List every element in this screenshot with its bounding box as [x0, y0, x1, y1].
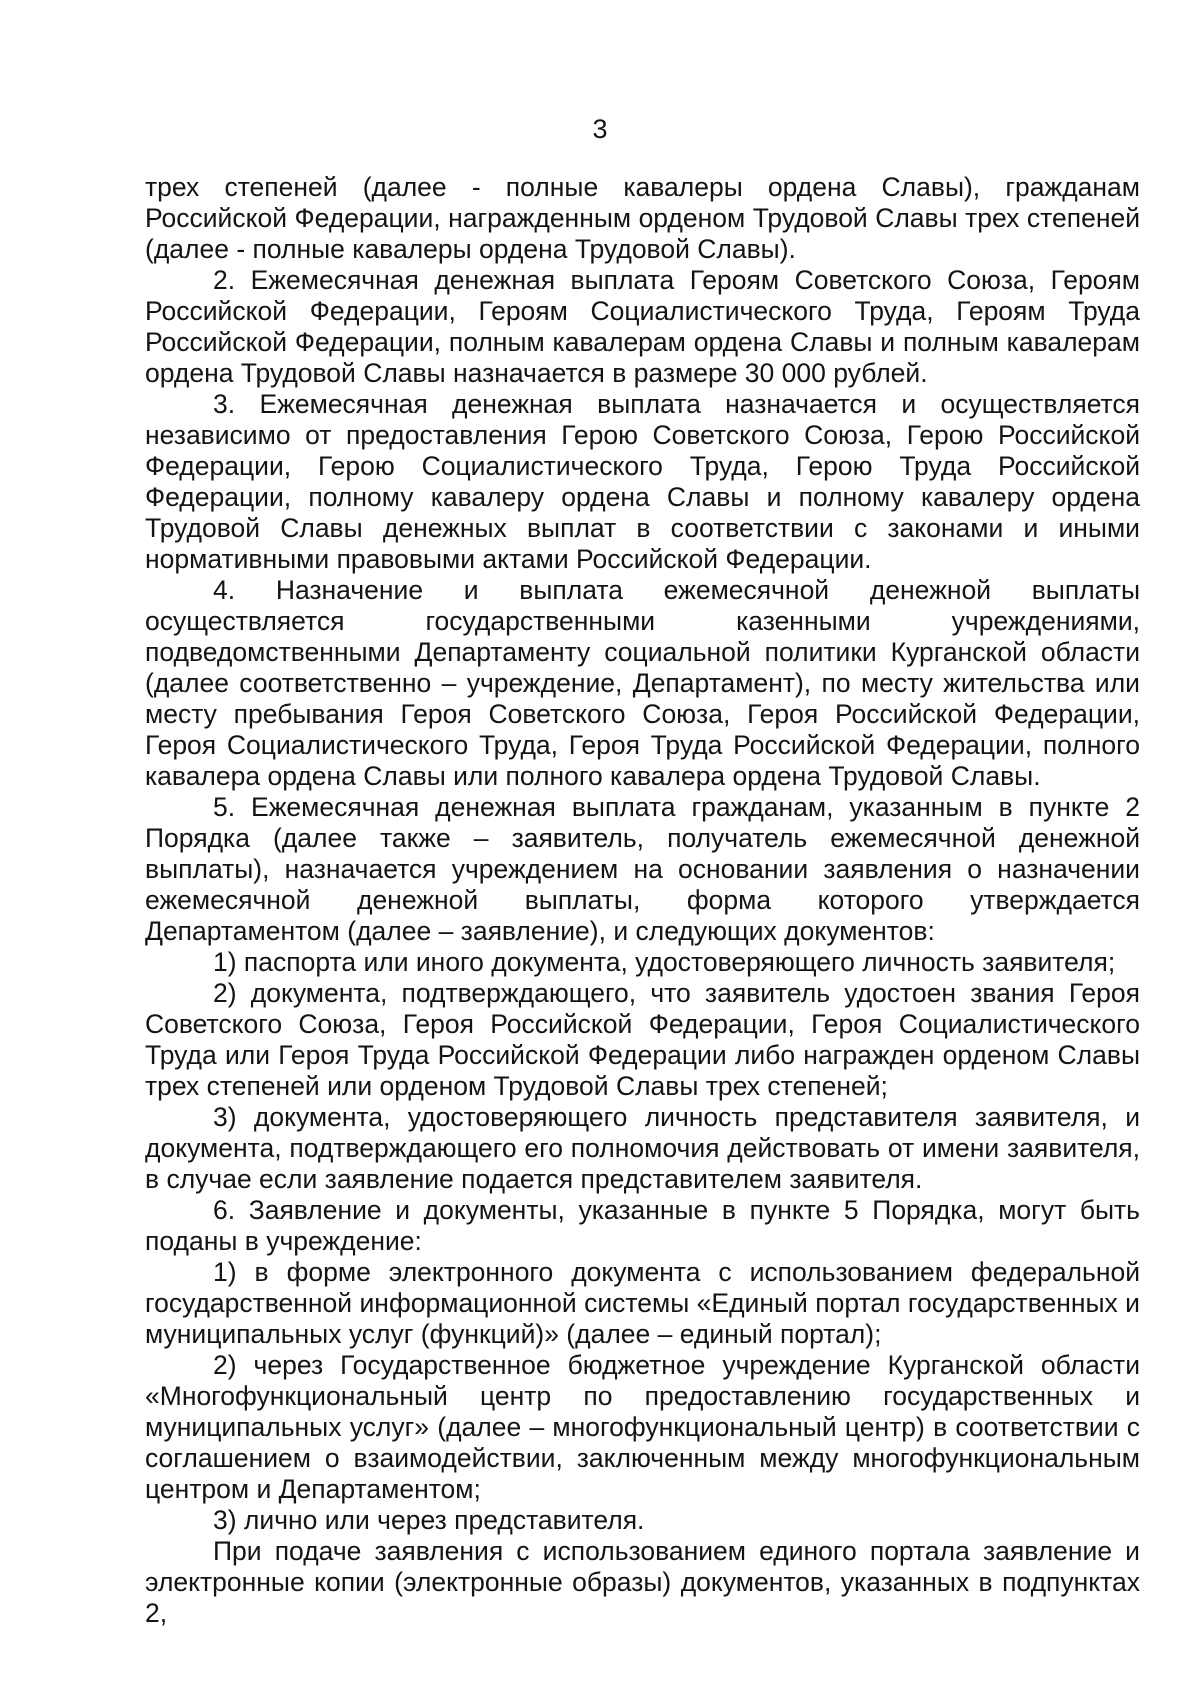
document-body — [145, 172, 1140, 1629]
paragraph: 4. Назначение и выплата ежемесячной денежной выплаты осуществляется государственными казенными учреждениями, подведомственными Департаменту социальной политики Курганской области (далее соответственно – учреждение, Департамент), по месту жительства или месту пребывания Героя Советского Союза, Героя Российской Федерации, Героя Социалистического Труда, Героя Труда Российской Федерации, полного кавалера ордена Славы или полного кавалера ордена Трудовой Славы. — [145, 575, 1140, 791]
paragraph: При подаче заявления с использованием единого портала заявление и электронные копии (электронные образы) документов, указанных в подпунктах 2, — [145, 1536, 1140, 1628]
list-item: 1) паспорта или иного документа, удостоверяющего личность заявителя; — [213, 947, 1116, 977]
paragraph: трех степеней (далее - полные кавалеры ордена Славы), гражданам Российской Федерации, награжденным орденом Трудовой Славы трех степеней (далее - полные кавалеры ордена Трудовой Славы). — [145, 172, 1140, 264]
list-item: 1) в форме электронного документа с использованием федеральной государственной информационной системы «Единый портал государственных и муниципальных услуг (функций)» (далее – единый портал); — [145, 1257, 1140, 1349]
paragraph: 3. Ежемесячная денежная выплата назначается и осуществляется независимо от предоставления Герою Советского Союза, Герою Российской Федерации, Герою Социалистического Труда, Герою Труда Российской Федерации, полному кавалеру ордена Славы и полному кавалеру ордена Трудовой Славы денежных выплат в соответствии с законами и иными нормативными правовыми актами Российской Федерации. — [145, 389, 1140, 574]
list-item: 2) через Государственное бюджетное учреждение Курганской области «Многофункциональный центр по предоставлению государственных и муниципальных услуг» (далее – многофункциональный центр) в соответствии с соглашением о взаимодействии, заключенным между многофункциональным центром и Департаментом; — [145, 1350, 1140, 1504]
page-number: 3 — [592, 114, 608, 144]
list-item: 2) документа, подтверждающего, что заявитель удостоен звания Героя Советского Союза, Героя Российской Федерации, Героя Социалистического Труда или Героя Труда Российской Федерации либо награжден орденом Славы трех степеней или орденом Трудовой Славы трех степеней; — [145, 978, 1140, 1101]
paragraph: 6. Заявление и документы, указанные в пункте 5 Порядка, могут быть поданы в учреждение: — [145, 1195, 1140, 1256]
list-item: 3) документа, удостоверяющего личность представителя заявителя, и документа, подтверждающего его полномочия действовать от имени заявителя, в случае если заявление подается представителем заявителя. — [145, 1102, 1140, 1194]
paragraph: 2. Ежемесячная денежная выплата Героям Советского Союза, Героям Российской Федерации, Героям Социалистического Труда, Героям Труда Российской Федерации, полным кавалерам ордена Славы и полным кавалерам ордена Трудовой Славы назначается в размере 30 000 рублей. — [145, 265, 1140, 388]
list-item: 3) лично или через представителя. — [213, 1505, 645, 1535]
paragraph: 5. Ежемесячная денежная выплата гражданам, указанным в пункте 2 Порядка (далее также – заявитель, получатель ежемесячной денежной выплаты), назначается учреждением на основании заявления о назначении ежемесячной денежной выплаты, форма которого утверждается Департаментом (далее – заявление), и следующих документов: — [145, 792, 1140, 946]
